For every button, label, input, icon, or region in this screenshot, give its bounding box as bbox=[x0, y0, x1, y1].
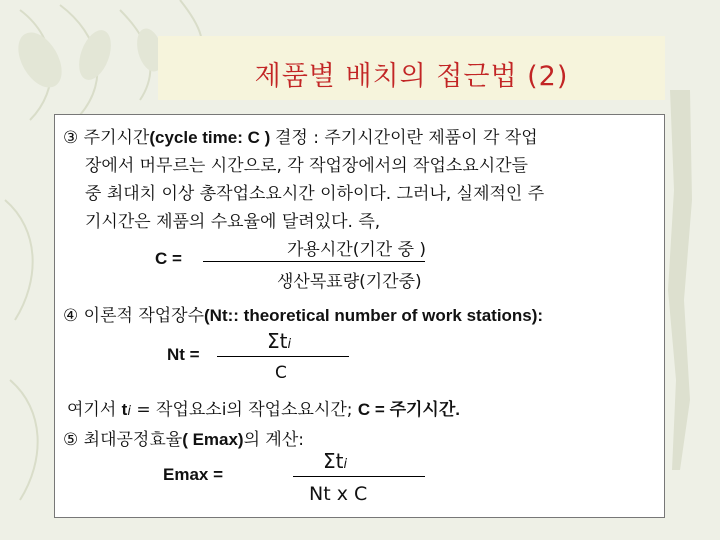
item3-cycle-time-en: (cycle time: C ) bbox=[149, 128, 275, 147]
where-prefix: 여기서 bbox=[67, 400, 122, 420]
where-c-def: C = 주기시간. bbox=[357, 400, 460, 419]
nt-sigma-sub: i bbox=[287, 337, 292, 352]
formula-nt-numerator bbox=[267, 329, 291, 353]
item4-line bbox=[63, 301, 543, 326]
emax-sigma-sub: i bbox=[343, 457, 348, 472]
item3-line1 bbox=[63, 123, 538, 148]
item3-line4: 기시간은 제품의 수요율에 달려있다. 즉, bbox=[85, 212, 381, 232]
formula-c-numerator: 가용시간(기간 중 ) bbox=[287, 240, 427, 260]
formula-emax-numerator bbox=[323, 449, 347, 473]
item3-prefix: ③ 주기시간 bbox=[63, 128, 150, 148]
item4-en: (Nt:: theoretical number of work stations): bbox=[204, 306, 544, 325]
formula-emax-denominator: Nt x C bbox=[309, 483, 368, 505]
item5-prefix: ⑤ 최대공정효율 bbox=[63, 430, 183, 450]
where-line bbox=[67, 395, 460, 420]
formula-emax-fraction-line bbox=[293, 476, 425, 477]
slide-title: 제품별 배치의 접근법 (2) bbox=[254, 61, 569, 92]
formula-nt-denominator: C bbox=[275, 363, 287, 383]
where-t: t bbox=[121, 400, 128, 419]
nt-sigma-t: Σt bbox=[267, 329, 288, 353]
item4-prefix: ④ 이론적 작업장수 bbox=[63, 306, 205, 326]
item5-en: ( Emax) bbox=[182, 430, 244, 449]
title-band bbox=[158, 36, 665, 100]
formula-nt-fraction-line bbox=[217, 356, 349, 357]
formula-c-denominator: 생산목표량(기간중) bbox=[277, 272, 422, 292]
item5-line bbox=[63, 425, 304, 450]
content-box bbox=[54, 114, 665, 518]
formula-c-lhs: C = bbox=[155, 249, 182, 268]
formula-nt-lhs: Nt = bbox=[167, 345, 200, 364]
formula-c-fraction-line bbox=[203, 261, 425, 262]
where-middle: = 작업요소i의 작업소요시간; bbox=[130, 400, 358, 420]
emax-sigma-t: Σt bbox=[323, 449, 344, 473]
item5-suffix: 의 계산: bbox=[243, 430, 305, 450]
item3-line2: 장에서 머무르는 시간으로, 각 작업장에서의 작업소요시간들 bbox=[85, 156, 528, 176]
item3-line1-suffix: 결정 : 주기시간이란 제품이 각 작업 bbox=[275, 128, 538, 148]
item3-line3: 중 최대치 이상 총작업소요시간 이하이다. 그러나, 실제적인 주 bbox=[85, 184, 545, 204]
formula-emax-lhs: Emax = bbox=[163, 465, 224, 484]
where-sub: i bbox=[127, 404, 131, 419]
